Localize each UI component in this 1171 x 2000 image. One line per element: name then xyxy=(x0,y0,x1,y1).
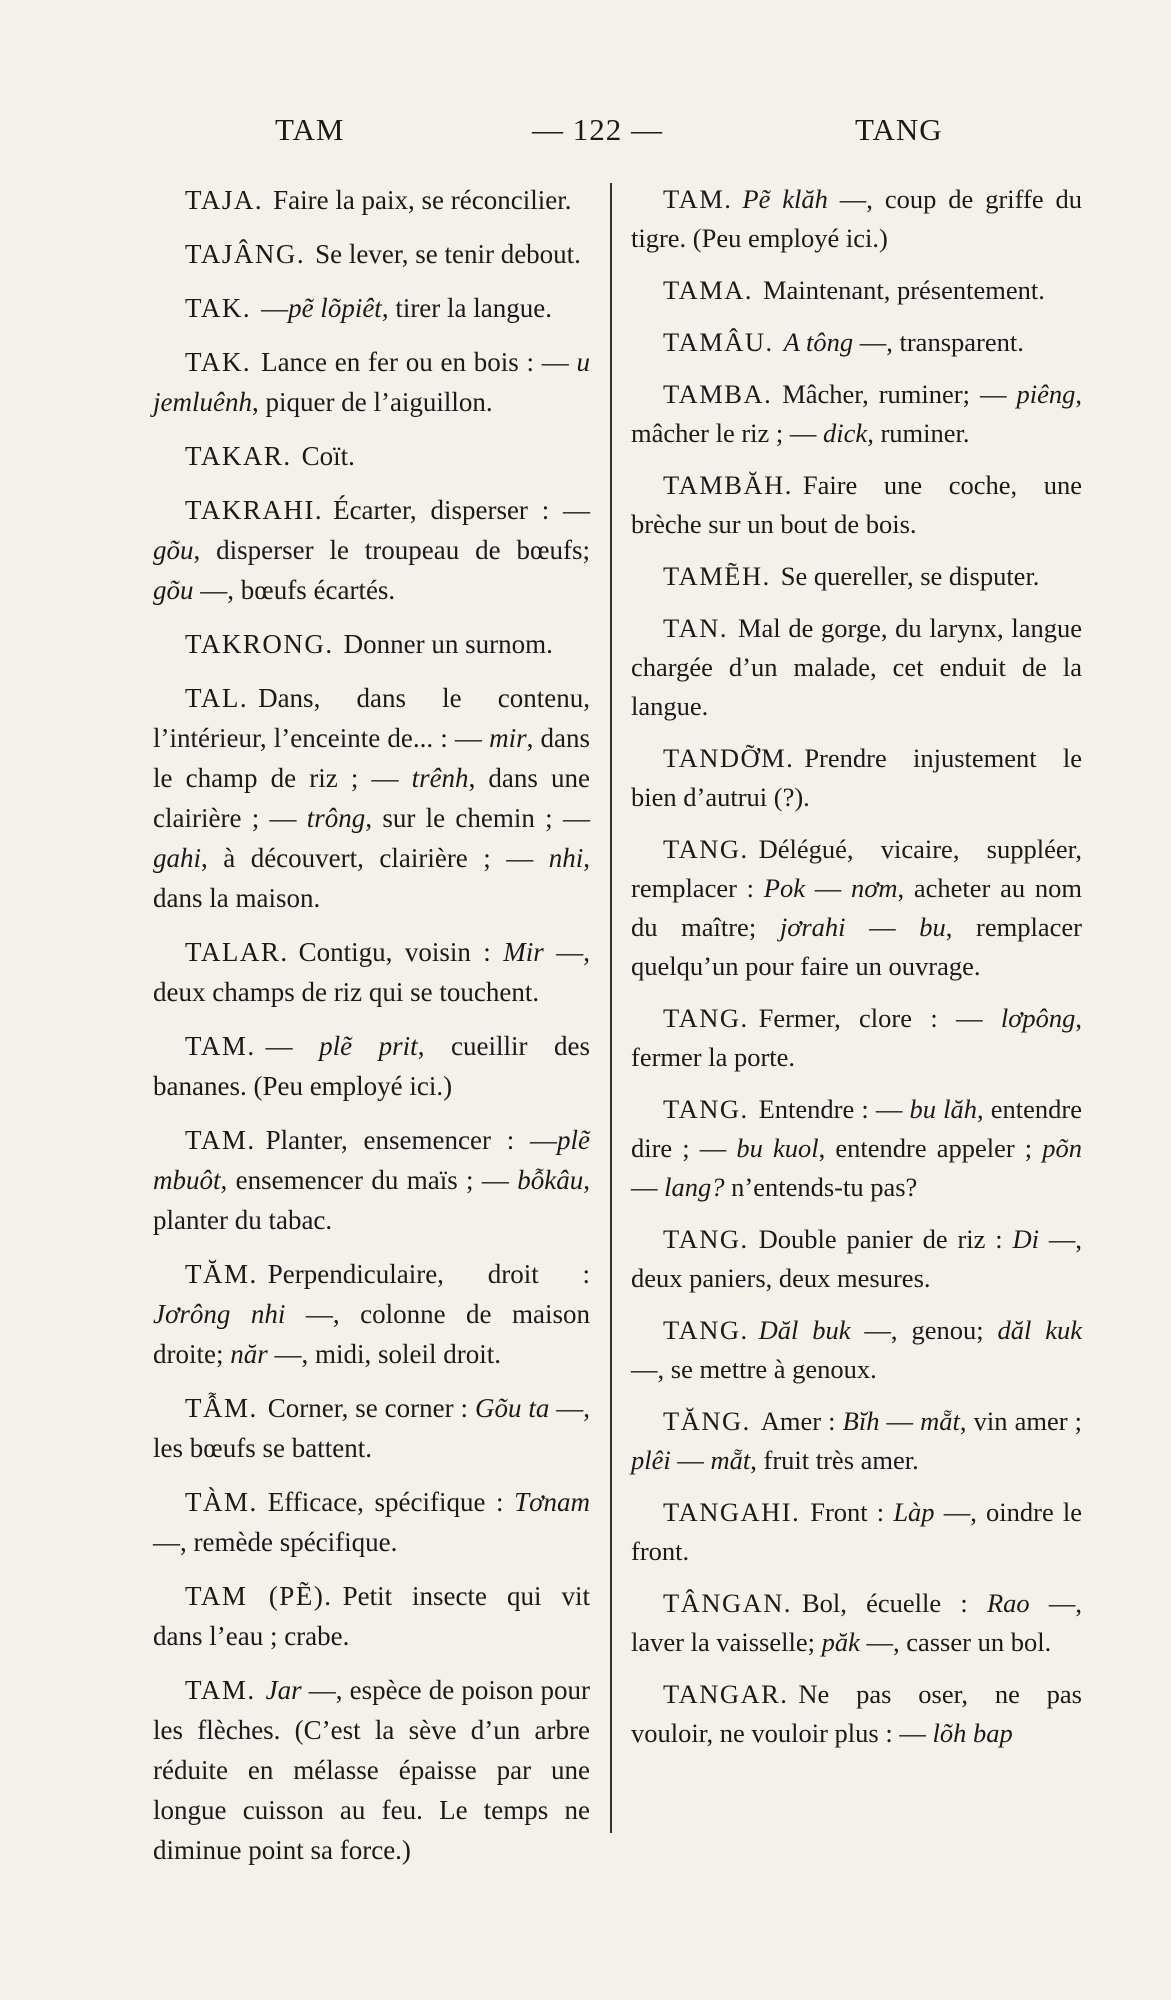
definition-text: Planter, ensemencer : — xyxy=(265,1125,557,1155)
dictionary-entry xyxy=(631,323,1082,362)
dictionary-entry xyxy=(631,271,1082,310)
definition-text: Corner, se corner : xyxy=(267,1393,475,1423)
definition-text: Fermer, clore : — xyxy=(758,1003,1001,1033)
headword: TAM (PẼ). xyxy=(185,1581,333,1611)
definition-text: — xyxy=(261,293,289,323)
example-term: lõh bap xyxy=(932,1718,1013,1748)
example-term: Dăl buk xyxy=(758,1315,851,1345)
example-term: Di xyxy=(1012,1224,1040,1254)
dictionary-entry xyxy=(153,288,590,328)
headword: TĂNG. xyxy=(663,1406,751,1436)
definition-text: , dans une clairière ; — xyxy=(153,763,590,833)
example-term: u jemluênh xyxy=(153,347,590,417)
dictionary-entry xyxy=(631,609,1082,726)
dictionary-entry xyxy=(153,932,590,1012)
definition-text: Double panier de riz : xyxy=(758,1224,1013,1254)
example-term: trông xyxy=(306,803,366,833)
example-term: gõu xyxy=(153,575,194,605)
example-term: dick xyxy=(823,418,868,448)
dictionary-entry xyxy=(153,624,590,664)
definition-text: , piquer de l’aiguillon. xyxy=(251,387,493,417)
dictionary-entry xyxy=(631,1402,1082,1480)
definition-text: — xyxy=(631,1172,665,1202)
dictionary-entry xyxy=(631,739,1082,817)
example-term: Jar xyxy=(265,1675,302,1705)
dictionary-entry xyxy=(153,436,590,476)
definition-text: —, genou; xyxy=(850,1315,998,1345)
example-term: dăl kuk xyxy=(997,1315,1083,1345)
headword: TẪM. xyxy=(185,1393,258,1423)
example-term: lang? xyxy=(664,1172,725,1202)
definition-text: , ruminer. xyxy=(867,418,970,448)
running-head-left: TAM xyxy=(275,112,345,147)
headword: TANG. xyxy=(663,834,749,864)
definition-text: —, deux paniers, deux mesures. xyxy=(631,1224,1083,1293)
example-term: Bĭh xyxy=(842,1406,880,1436)
definition-text: Perpendiculaire, droit : xyxy=(267,1259,590,1289)
right-column xyxy=(631,180,1082,1766)
definition-text: —, colonne de maison droite; xyxy=(153,1299,591,1369)
definition-text: Petit insecte qui vit dans l’eau ; crabe. xyxy=(153,1581,590,1651)
headword: TAMÂU. xyxy=(663,327,774,357)
definition-text: —, casser un bol. xyxy=(859,1627,1052,1657)
example-term: păk xyxy=(821,1627,860,1657)
dictionary-entry xyxy=(631,1584,1082,1662)
dictionary-entry xyxy=(631,830,1082,986)
definition-text: , entendre appeler ; xyxy=(818,1133,1043,1163)
headword: TAMBA. xyxy=(663,379,773,409)
dictionary-entry xyxy=(153,1670,590,1870)
definition-text: Bol, écuelle : xyxy=(802,1588,987,1618)
dictionary-entry xyxy=(153,234,590,274)
definition-text: —, midi, soleil droit. xyxy=(267,1339,501,1369)
definition-text: — xyxy=(879,1406,921,1436)
headword: TÀM. xyxy=(185,1487,258,1517)
example-term: Tơnam xyxy=(514,1487,590,1517)
headword: TAN. xyxy=(663,613,728,643)
headword: TANGAHI. xyxy=(663,1497,801,1527)
definition-text: , disperser le troupeau de bœufs; xyxy=(193,535,590,565)
definition-text: , vin amer ; xyxy=(959,1406,1083,1436)
definition-text: Efficace, spécifique : xyxy=(267,1487,515,1517)
dictionary-entry xyxy=(153,1576,590,1656)
definition-text: Écarter, disperser : — xyxy=(333,495,590,525)
dictionary-entry xyxy=(631,1311,1082,1389)
headword: TANDỠM. xyxy=(663,743,795,773)
dictionary-entry xyxy=(153,342,590,422)
example-term: bu xyxy=(919,912,946,942)
headword: TAJÂNG. xyxy=(185,239,306,269)
dictionary-entry xyxy=(153,490,590,610)
example-term: plẽ prit xyxy=(319,1031,418,1061)
definition-text: , tirer la langue. xyxy=(381,293,552,323)
headword: TALAR. xyxy=(185,937,289,967)
example-term: năr xyxy=(230,1339,268,1369)
left-column xyxy=(153,180,590,1884)
definition-text: —, laver la vaisselle; xyxy=(631,1588,1082,1657)
definition-text: —, se mettre à genoux. xyxy=(631,1354,877,1384)
example-term: plêi xyxy=(631,1445,671,1475)
example-term: trênh xyxy=(411,763,469,793)
example-term: nhi xyxy=(548,843,584,873)
definition-text: , planter du tabac. xyxy=(153,1165,590,1235)
definition-text: Entendre : — xyxy=(758,1094,910,1124)
definition-text: Mal de gorge, du larynx, langue chargée d’un malade, cet enduit de la langue. xyxy=(631,613,1082,721)
dictionary-entry xyxy=(631,375,1082,453)
example-term: plẽ mbuôt xyxy=(153,1125,590,1195)
definition-text: Coït. xyxy=(301,441,355,471)
dictionary-entry xyxy=(631,1675,1082,1753)
headword: TANG. xyxy=(663,1224,749,1254)
definition-text: —, deux champs de riz qui se touchent. xyxy=(153,937,590,1007)
example-term: Làp xyxy=(893,1497,935,1527)
headword: TANG. xyxy=(663,1094,749,1124)
definition-text: — xyxy=(670,1445,711,1475)
definition-text: , entendre dire ; — xyxy=(631,1094,1082,1163)
dictionary-entry xyxy=(153,1120,590,1240)
example-term: jơrahi xyxy=(779,912,846,942)
headword: TANG. xyxy=(663,1003,749,1033)
headword: TAKAR. xyxy=(185,441,292,471)
headword: TAK. xyxy=(185,293,252,323)
headword: TAK. xyxy=(185,347,252,377)
definition-text: Contigu, voisin : xyxy=(298,937,504,967)
example-term: bu lăh xyxy=(909,1094,978,1124)
example-term: bu kuol xyxy=(736,1133,819,1163)
headword: TAM. xyxy=(663,184,733,214)
definition-text: —, espèce de poison pour les flèches. (C’est la sève d’un arbre réduite en mélasse épaisse par une longue cuisson au feu. Le temps ne diminue point sa force.) xyxy=(153,1675,590,1865)
definition-text: , fermer la porte. xyxy=(631,1003,1082,1072)
example-term: Gõu ta xyxy=(474,1393,550,1423)
dictionary-entry xyxy=(631,466,1082,544)
definition-text: Lance en fer ou en bois : — xyxy=(261,347,577,377)
definition-text: , cueillir des bananes. (Peu employé ici.) xyxy=(153,1031,590,1101)
dictionary-entry xyxy=(153,1026,590,1106)
definition-text: , mâcher le riz ; — xyxy=(631,379,1082,448)
definition-text: , ensemencer du maïs ; — xyxy=(220,1165,518,1195)
dictionary-entry xyxy=(631,180,1082,258)
definition-text: —, oindre le front. xyxy=(631,1497,1082,1566)
example-term: pẽ lõpiêt xyxy=(288,293,382,323)
definition-text: , fruit très amer. xyxy=(750,1445,919,1475)
example-term: gahi xyxy=(153,843,202,873)
headword: TANGAR. xyxy=(663,1679,789,1709)
definition-text: Ne pas oser, ne pas vouloir, ne vouloir plus : — xyxy=(631,1679,1082,1748)
definition-text: Amer : xyxy=(760,1406,843,1436)
headword: TAMA. xyxy=(663,275,754,305)
dictionary-entry xyxy=(153,1482,590,1562)
example-term: lơpông xyxy=(1000,1003,1076,1033)
definition-text: , dans le champ de riz ; — xyxy=(153,723,590,793)
page-number: — 122 — xyxy=(532,112,663,147)
definition-text: —, remède spécifique. xyxy=(153,1527,398,1557)
headword: TAKRAHI. xyxy=(185,495,324,525)
definition-text: —, bœufs écartés. xyxy=(193,575,396,605)
headword: TAM. xyxy=(185,1031,256,1061)
example-term: Pok xyxy=(763,873,805,903)
dictionary-entry xyxy=(631,1090,1082,1207)
definition-text: Dans, dans le contenu, l’intérieur, l’enceinte de... : — xyxy=(153,683,590,753)
headword: TAJA. xyxy=(185,185,264,215)
example-term: mẵt xyxy=(920,1406,960,1436)
headword: TAMẼH. xyxy=(663,561,771,591)
definition-text: , acheter au nom du maître; xyxy=(631,873,1082,942)
headword: TAM. xyxy=(185,1675,256,1705)
dictionary-entry xyxy=(153,1388,590,1468)
column-divider xyxy=(610,183,612,1833)
definition-text: Faire une coche, une brèche sur un bout de bois. xyxy=(631,470,1082,539)
dictionary-entry xyxy=(631,999,1082,1077)
dictionary-entry xyxy=(153,1254,590,1374)
headword: TÂNGAN. xyxy=(663,1588,792,1618)
definition-text: Mâcher, ruminer; — xyxy=(782,379,1017,409)
definition-text: Donner un surnom. xyxy=(343,629,553,659)
definition-text: Se quereller, se disputer. xyxy=(780,561,1040,591)
headword: TĂM. xyxy=(185,1259,258,1289)
example-term: Jơrông nhi xyxy=(153,1299,286,1329)
definition-text: —, transparent. xyxy=(853,327,1024,357)
dictionary-entry xyxy=(631,1220,1082,1298)
definition-text: n’entends-tu pas? xyxy=(724,1172,918,1202)
headword: TANG. xyxy=(663,1315,749,1345)
headword: TAL. xyxy=(185,683,249,713)
example-term: bỗkâu xyxy=(517,1165,584,1195)
example-term: nơm xyxy=(850,873,898,903)
definition-text: , à découvert, clairière ; — xyxy=(201,843,549,873)
example-term: gõu xyxy=(153,535,194,565)
headword: TAM. xyxy=(185,1125,256,1155)
example-term: Rao xyxy=(986,1588,1030,1618)
definition-text: , dans la maison. xyxy=(153,843,590,913)
definition-text: — xyxy=(265,1031,320,1061)
headword: TAMBĂH. xyxy=(663,470,793,500)
dictionary-entry xyxy=(153,180,590,220)
example-term: Pẽ klăh xyxy=(742,184,828,214)
definition-text: Délégué, vicaire, suppléer, remplacer : xyxy=(631,834,1082,903)
definition-text: , remplacer quelqu’un pour faire un ouvrage. xyxy=(631,912,1082,981)
definition-text: —, coup de griffe du tigre. (Peu employé ici.) xyxy=(631,184,1082,253)
definition-text: —, les bœufs se battent. xyxy=(153,1393,591,1463)
definition-text: — xyxy=(804,873,851,903)
example-term: mir xyxy=(489,723,527,753)
definition-text: Se lever, se tenir debout. xyxy=(315,239,581,269)
definition-text: Faire la paix, se réconcilier. xyxy=(273,185,572,215)
definition-text: , sur le chemin ; — xyxy=(365,803,590,833)
dictionary-entry xyxy=(631,1493,1082,1571)
example-term: mẵt xyxy=(710,1445,751,1475)
definition-text: Maintenant, présentement. xyxy=(763,275,1045,305)
definition-text: Front : xyxy=(810,1497,894,1527)
dictionary-entry xyxy=(153,678,590,918)
example-term: põn xyxy=(1042,1133,1082,1163)
example-term: Mir xyxy=(503,937,544,967)
example-term: piêng xyxy=(1016,379,1076,409)
headword: TAKRONG. xyxy=(185,629,334,659)
definition-text: — xyxy=(845,912,920,942)
definition-text: Prendre injustement le bien d’autrui (?). xyxy=(631,743,1082,812)
running-head-right: TANG xyxy=(855,112,943,147)
example-term: A tông xyxy=(783,327,854,357)
dictionary-entry xyxy=(631,557,1082,596)
